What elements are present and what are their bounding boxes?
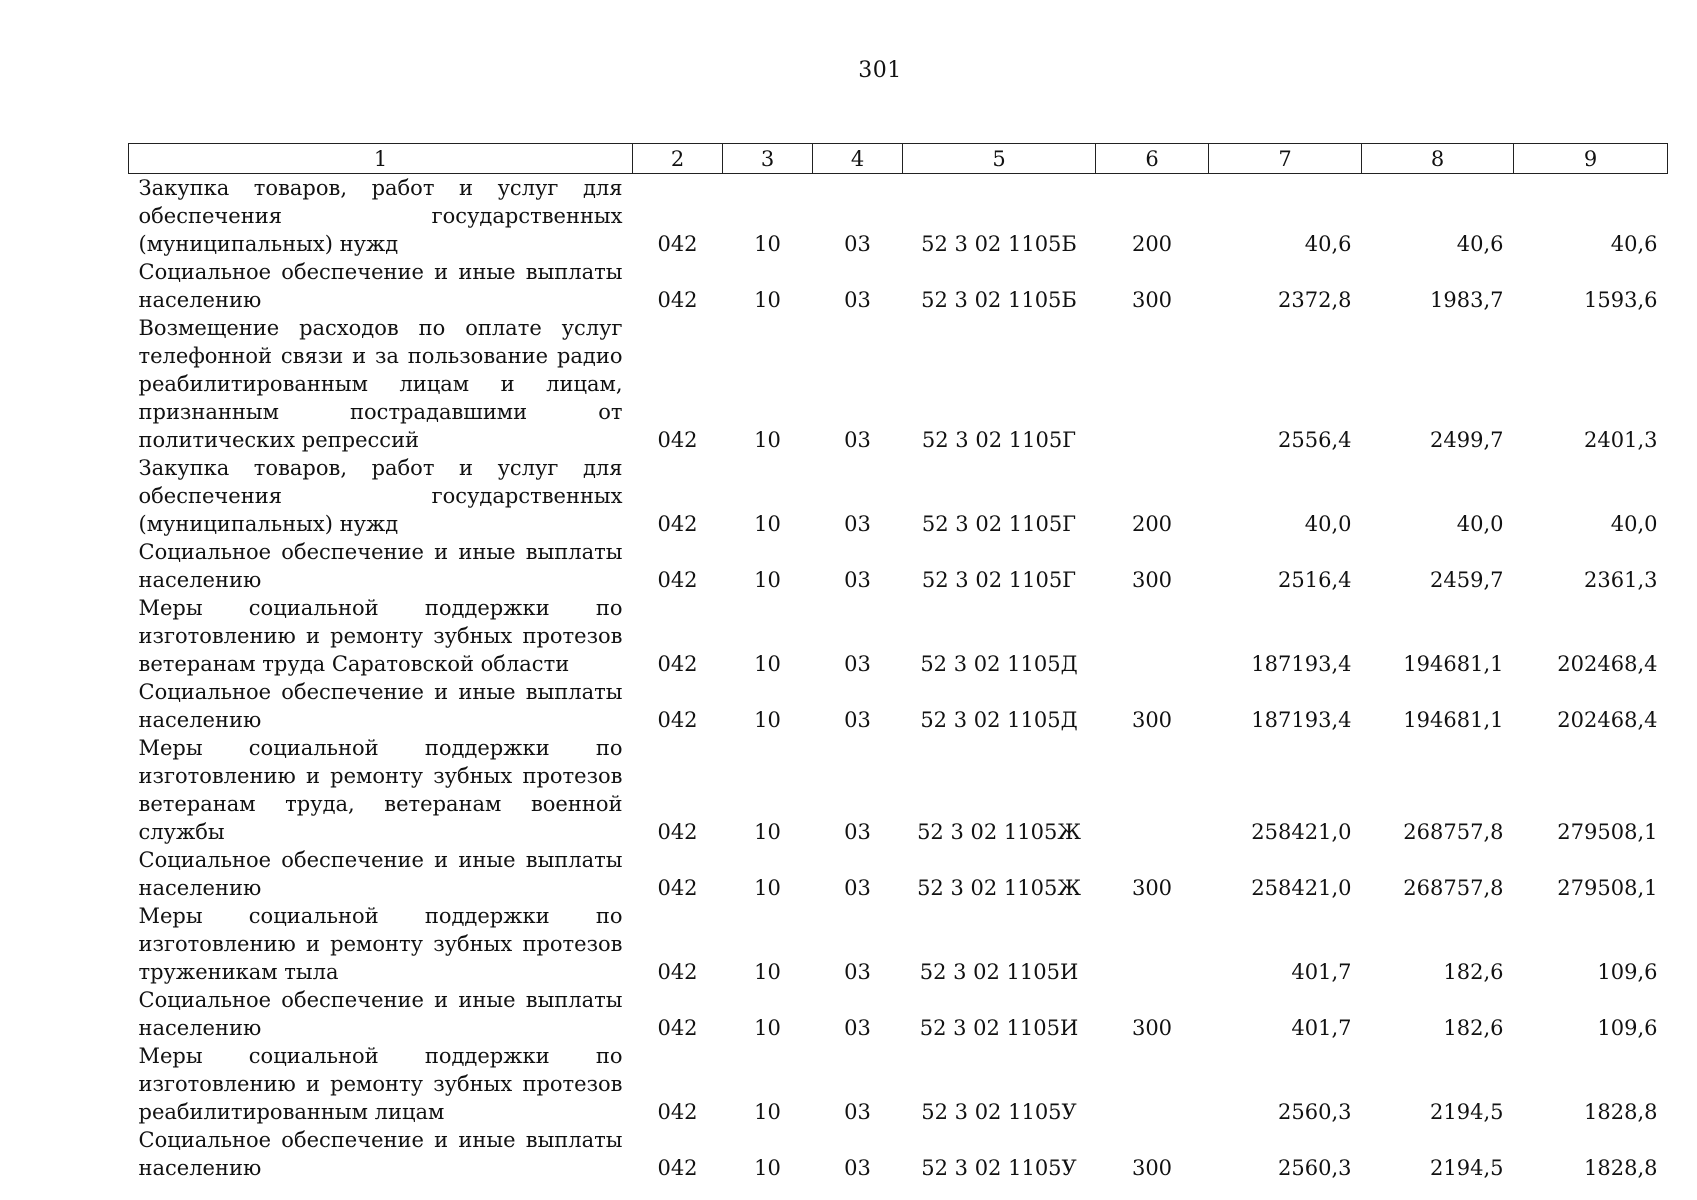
cell-subsection: 03 <box>844 708 871 732</box>
cell-target-article: 52 3 02 1105Б <box>921 232 1077 256</box>
cell-admin-code: 042 <box>657 652 698 676</box>
row-description: Возмещение расходов по оплате услуг телефонной связи и за пользование радио реабилитированным лицам и лицам, признанным пострадавшими от политических репрессий <box>138 316 623 452</box>
column-header-3: 3 <box>723 144 813 174</box>
cell-section: 10 <box>754 428 781 452</box>
cell-subsection: 03 <box>844 1100 871 1124</box>
column-header-8: 8 <box>1362 144 1514 174</box>
cell-subsection: 03 <box>844 1156 871 1180</box>
cell-amount-year-2: 1983,7 <box>1430 288 1504 312</box>
column-header-2: 2 <box>633 144 723 174</box>
row-description: Закупка товаров, работ и услуг для обеспечения государственных (муниципальных) нужд <box>138 176 623 256</box>
table-header <box>129 144 1668 174</box>
cell-admin-code: 042 <box>657 512 698 536</box>
row-description: Меры социальной поддержки по изготовлению и ремонту зубных протезов ветеранам труда, ветеранам военной службы <box>138 736 623 844</box>
column-header-6: 6 <box>1096 144 1209 174</box>
cell-admin-code: 042 <box>657 876 698 900</box>
cell-admin-code: 042 <box>657 960 698 984</box>
page-number: 301 <box>858 58 902 83</box>
cell-amount-year-3: 40,0 <box>1610 512 1658 536</box>
cell-target-article: 52 3 02 1105Б <box>921 288 1077 312</box>
cell-amount-year-2: 2194,5 <box>1430 1100 1504 1124</box>
cell-amount-year-3: 1593,6 <box>1584 288 1658 312</box>
cell-target-article: 52 3 02 1105И <box>919 960 1079 984</box>
cell-amount-year-1: 401,7 <box>1291 1016 1352 1040</box>
cell-subsection: 03 <box>844 428 871 452</box>
column-header-4: 4 <box>813 144 903 174</box>
cell-expense-type: 300 <box>1131 876 1173 900</box>
cell-amount-year-1: 2556,4 <box>1278 428 1352 452</box>
cell-admin-code: 042 <box>657 820 698 844</box>
cell-amount-year-3: 202468,4 <box>1557 708 1658 732</box>
cell-target-article: 52 3 02 1105Д <box>920 652 1078 676</box>
cell-target-article: 52 3 02 1105Ж <box>917 876 1081 900</box>
cell-amount-year-2: 194681,1 <box>1403 708 1504 732</box>
cell-amount-year-3: 40,6 <box>1610 232 1658 256</box>
cell-amount-year-1: 2516,4 <box>1278 568 1352 592</box>
cell-expense-type: 300 <box>1131 1016 1173 1040</box>
table-row <box>129 986 1668 1042</box>
cell-amount-year-1: 187193,4 <box>1251 652 1352 676</box>
row-description: Социальное обеспечение и иные выплаты населению <box>138 260 623 312</box>
cell-subsection: 03 <box>844 512 871 536</box>
cell-amount-year-1: 258421,0 <box>1251 820 1352 844</box>
cell-section: 10 <box>754 960 781 984</box>
cell-section: 10 <box>754 568 781 592</box>
row-description: Социальное обеспечение и иные выплаты населению <box>138 988 623 1040</box>
cell-expense-type: 300 <box>1131 568 1173 592</box>
cell-expense-type <box>1096 1042 1209 1126</box>
cell-admin-code: 042 <box>657 708 698 732</box>
cell-amount-year-3: 279508,1 <box>1557 820 1658 844</box>
cell-amount-year-1: 2560,3 <box>1278 1100 1352 1124</box>
cell-section: 10 <box>754 1100 781 1124</box>
cell-target-article: 52 3 02 1105Г <box>921 512 1077 536</box>
cell-amount-year-2: 194681,1 <box>1403 652 1504 676</box>
cell-expense-type <box>1096 594 1209 678</box>
cell-expense-type <box>1096 734 1209 846</box>
cell-expense-type: 300 <box>1131 288 1173 312</box>
cell-subsection: 03 <box>844 1016 871 1040</box>
table-row <box>129 1126 1668 1182</box>
cell-target-article: 52 3 02 1105Г <box>921 568 1077 592</box>
cell-subsection: 03 <box>844 820 871 844</box>
cell-amount-year-2: 182,6 <box>1443 1016 1504 1040</box>
cell-subsection: 03 <box>844 232 871 256</box>
cell-expense-type <box>1096 902 1209 986</box>
header-row <box>129 144 1668 174</box>
cell-subsection: 03 <box>844 652 871 676</box>
cell-amount-year-3: 1828,8 <box>1584 1156 1658 1180</box>
cell-admin-code: 042 <box>657 1100 698 1124</box>
cell-target-article: 52 3 02 1105Г <box>921 428 1077 452</box>
cell-expense-type: 300 <box>1131 1156 1173 1180</box>
table-row <box>129 902 1668 986</box>
cell-section: 10 <box>754 1016 781 1040</box>
cell-amount-year-1: 40,6 <box>1304 232 1352 256</box>
cell-amount-year-3: 109,6 <box>1597 1016 1658 1040</box>
cell-amount-year-2: 182,6 <box>1443 960 1504 984</box>
cell-amount-year-2: 40,6 <box>1456 232 1504 256</box>
cell-admin-code: 042 <box>657 232 698 256</box>
row-description: Социальное обеспечение и иные выплаты населению <box>138 848 623 900</box>
table-row <box>129 454 1668 538</box>
cell-amount-year-2: 2194,5 <box>1430 1156 1504 1180</box>
cell-amount-year-1: 258421,0 <box>1251 876 1352 900</box>
table-row <box>129 1042 1668 1126</box>
cell-section: 10 <box>754 708 781 732</box>
cell-section: 10 <box>754 652 781 676</box>
cell-admin-code: 042 <box>657 568 698 592</box>
cell-admin-code: 042 <box>657 428 698 452</box>
cell-section: 10 <box>754 1156 781 1180</box>
cell-section: 10 <box>754 512 781 536</box>
cell-target-article: 52 3 02 1105Д <box>920 708 1078 732</box>
table-row <box>129 538 1668 594</box>
cell-amount-year-3: 279508,1 <box>1557 876 1658 900</box>
cell-target-article: 52 3 02 1105Ж <box>917 820 1081 844</box>
cell-amount-year-3: 2401,3 <box>1584 428 1658 452</box>
cell-subsection: 03 <box>844 960 871 984</box>
table-row <box>129 846 1668 902</box>
cell-admin-code: 042 <box>657 1156 698 1180</box>
budget-table <box>128 143 1668 1182</box>
cell-amount-year-3: 2361,3 <box>1584 568 1658 592</box>
cell-admin-code: 042 <box>657 1016 698 1040</box>
row-description: Социальное обеспечение и иные выплаты населению <box>138 540 623 592</box>
table-row <box>129 734 1668 846</box>
cell-amount-year-1: 2372,8 <box>1278 288 1352 312</box>
cell-expense-type <box>1096 314 1209 454</box>
cell-expense-type: 200 <box>1131 232 1173 256</box>
cell-amount-year-3: 202468,4 <box>1557 652 1658 676</box>
table-row <box>129 678 1668 734</box>
column-header-1: 1 <box>129 144 633 174</box>
table-row <box>129 314 1668 454</box>
table-row <box>129 258 1668 314</box>
cell-amount-year-1: 401,7 <box>1291 960 1352 984</box>
cell-amount-year-2: 268757,8 <box>1403 820 1504 844</box>
row-description: Социальное обеспечение и иные выплаты населению <box>138 680 623 732</box>
row-description: Социальное обеспечение и иные выплаты населению <box>138 1128 623 1180</box>
table-row <box>129 594 1668 678</box>
cell-target-article: 52 3 02 1105И <box>919 1016 1079 1040</box>
cell-admin-code: 042 <box>657 288 698 312</box>
table-row <box>129 174 1668 259</box>
cell-amount-year-2: 2499,7 <box>1430 428 1504 452</box>
cell-section: 10 <box>754 820 781 844</box>
row-description: Меры социальной поддержки по изготовлению и ремонту зубных протезов реабилитированным лицам <box>138 1044 623 1124</box>
row-description: Меры социальной поддержки по изготовлению и ремонту зубных протезов ветеранам труда Саратовской области <box>138 596 623 676</box>
column-header-7: 7 <box>1209 144 1362 174</box>
cell-amount-year-1: 2560,3 <box>1278 1156 1352 1180</box>
cell-subsection: 03 <box>844 876 871 900</box>
cell-amount-year-2: 268757,8 <box>1403 876 1504 900</box>
row-description: Закупка товаров, работ и услуг для обеспечения государственных (муниципальных) нужд <box>138 456 623 536</box>
cell-amount-year-3: 1828,8 <box>1584 1100 1658 1124</box>
column-header-9: 9 <box>1514 144 1668 174</box>
cell-target-article: 52 3 02 1105У <box>921 1100 1077 1124</box>
cell-expense-type: 200 <box>1131 512 1173 536</box>
cell-subsection: 03 <box>844 288 871 312</box>
cell-amount-year-2: 2459,7 <box>1430 568 1504 592</box>
cell-amount-year-1: 40,0 <box>1304 512 1352 536</box>
cell-section: 10 <box>754 288 781 312</box>
cell-expense-type: 300 <box>1131 708 1173 732</box>
cell-amount-year-1: 187193,4 <box>1251 708 1352 732</box>
cell-target-article: 52 3 02 1105У <box>921 1156 1077 1180</box>
cell-amount-year-2: 40,0 <box>1456 512 1504 536</box>
cell-section: 10 <box>754 232 781 256</box>
table-body <box>129 174 1668 1183</box>
column-header-5: 5 <box>903 144 1096 174</box>
cell-amount-year-3: 109,6 <box>1597 960 1658 984</box>
row-description: Меры социальной поддержки по изготовлению и ремонту зубных протезов труженикам тыла <box>138 904 623 984</box>
cell-subsection: 03 <box>844 568 871 592</box>
cell-section: 10 <box>754 876 781 900</box>
